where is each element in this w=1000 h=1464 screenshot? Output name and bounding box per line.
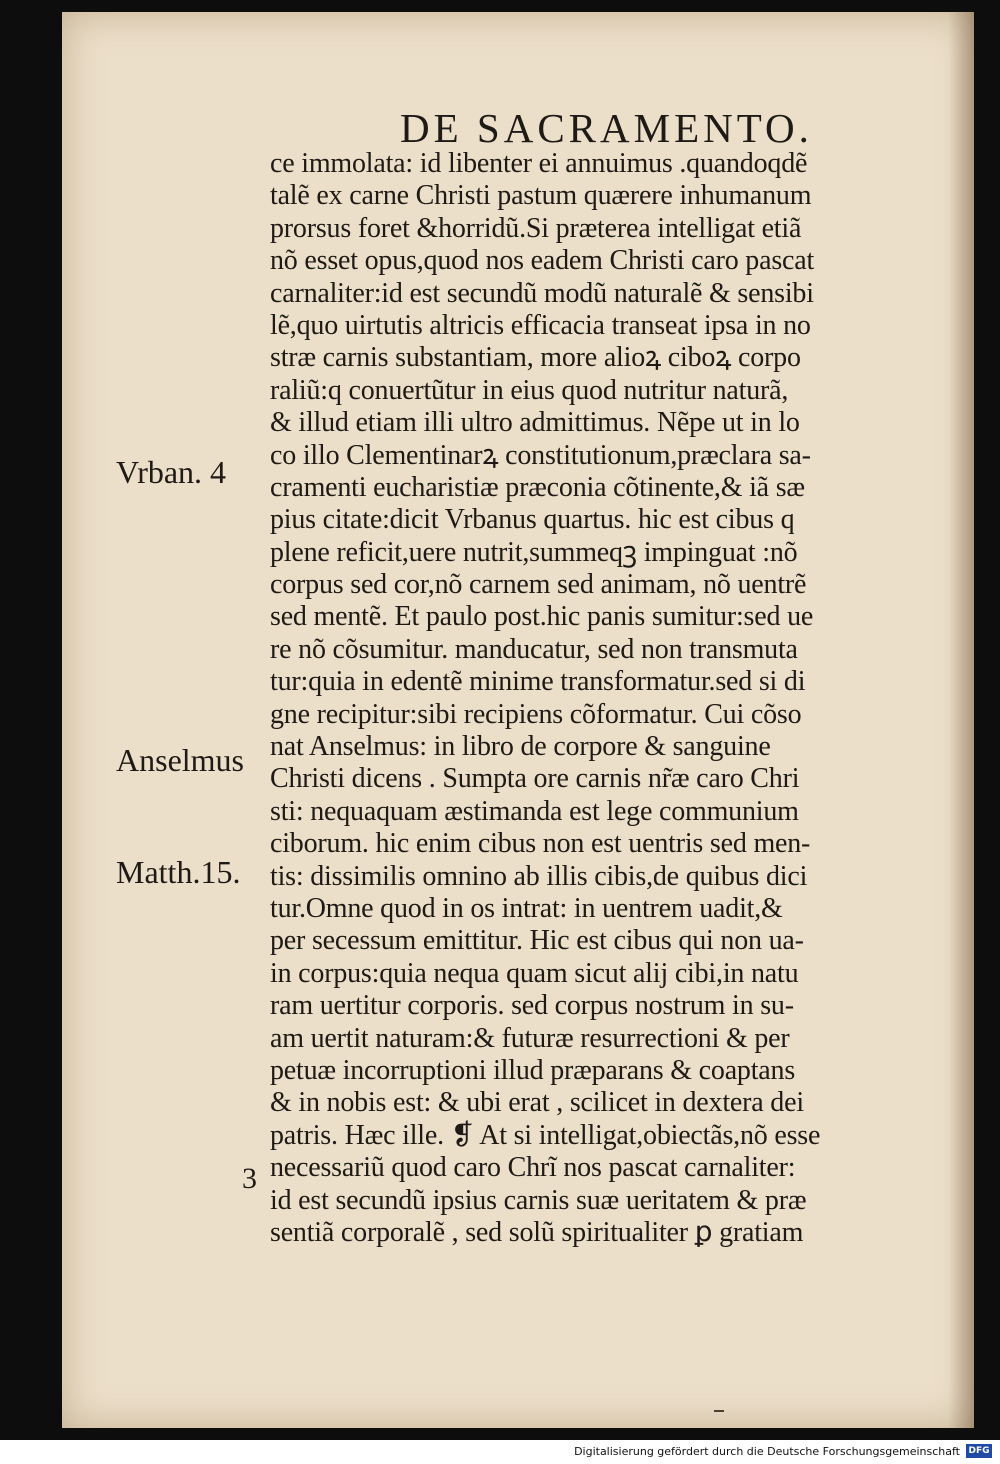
running-head: DE SACRAMENTO. (400, 105, 813, 151)
text-line: gne recipitur:sibi recipiens cõformatur. Cui cõso (270, 698, 802, 730)
margin-mark: 3 (242, 1162, 257, 1195)
text-line: patris. Hæc ille. ❡ At si intelligat,obiectãs,nõ esse (270, 1119, 821, 1151)
text-line: plene reficit,uere nutrit,summeqꝫ impinguat :nõ (270, 536, 798, 568)
text-line: carnaliter:id est secundũ modũ naturalẽ & sensibi (270, 277, 814, 309)
text-line: pius citate:dicit Vrbanus quartus. hic est cibus q (270, 504, 795, 536)
footer-bar (0, 1440, 1000, 1464)
text-block (270, 148, 970, 1249)
text-line: Christi dicens . Sumpta ore carnis nr̃æ caro Chri (270, 763, 800, 795)
text-line: tis: dissimilis omnino ab illis cibis,de quibus dici (270, 860, 808, 892)
text-line: sed mentẽ. Et paulo post.hic panis sumitur:sed ue (270, 601, 814, 633)
margin-note-anselmus: Anselmus (116, 742, 244, 778)
book-page (62, 12, 974, 1428)
text-line: id est secundũ ipsius carnis suæ ueritatem & præ (270, 1184, 807, 1216)
text-line: in corpus:quia nequa quam sicut alĳ cibi,in natu (270, 957, 799, 989)
text-line: & in nobis est: & ubi erat , scilicet in dextera dei (270, 1087, 804, 1119)
margin-note-urban: Vrban. 4 (116, 454, 227, 490)
text-line: co illo Clementinarꝝ constitutionum,præclara sa- (270, 439, 811, 471)
text-line: ce immolata: id libenter ei annuimus .quandoqdẽ (270, 148, 808, 179)
footer-credit: Digitalisierung gefördert durch die Deutsche Forschungsgemeinschaft (574, 1445, 960, 1458)
text-line: am uertit naturam:& futuræ resurrectioni & per (270, 1022, 790, 1054)
text-line: & illud etiam illi ultro admittimus. Nẽpe ut in lo (270, 407, 800, 439)
text-line: re nõ cõsumitur. manducatur, sed non transmuta (270, 633, 798, 665)
text-line: raliũ:q conuertũtur in eius quod nutritur naturã, (270, 374, 789, 406)
text-line: necessariũ quod caro Chrĩ nos pascat carnaliter: (270, 1152, 796, 1184)
text-line: lẽ,quo uirtutis altricis efficacia transeat ipsa in no (270, 309, 811, 341)
text-line: nõ esset opus,quod nos eadem Christi caro pascat (270, 245, 815, 277)
text-line: cramenti eucharistiæ præconia cõtinente,& iã sæ (270, 471, 805, 503)
text-line: prorsus foret &horridũ.Si præterea intelligat etiã (270, 212, 802, 244)
text-line: corpus sed cor,nõ carnem sed animam, nõ uentrẽ (270, 569, 807, 601)
text-line: tur.Omne quod in os intrat: in uentrem uadit,& (270, 892, 783, 924)
dfg-logo: DFG (966, 1444, 992, 1458)
bottom-dash (714, 1410, 724, 1412)
text-line: petuæ incorruptioni illud præparans & coaptans (270, 1054, 796, 1086)
text-line: nat Anselmus: in libro de corpore & sanguine (270, 731, 771, 763)
text-line: talẽ ex carne Christi pastum quærere inhumanum (270, 180, 812, 212)
margin-note-matthew: Matth.15. (116, 854, 241, 890)
text-line: tur:quia in edentẽ minime transformatur.sed si di (270, 666, 806, 698)
text-line: ciborum. hic enim cibus non est uentris sed men- (270, 828, 811, 860)
text-line: sentiã corporalẽ , sed solũ spiritualiter ꝑ gratiam (270, 1216, 804, 1248)
text-line: sti: nequaquam æstimanda est lege communium (270, 795, 799, 827)
text-line: per secessum emittitur. Hic est cibus qui non ua- (270, 925, 804, 957)
text-line: stræ carnis substantiam, more alioꝝ ciboꝝ corpo (270, 342, 801, 374)
text-line: ram uertitur corporis. sed corpus nostrum in su- (270, 990, 794, 1022)
